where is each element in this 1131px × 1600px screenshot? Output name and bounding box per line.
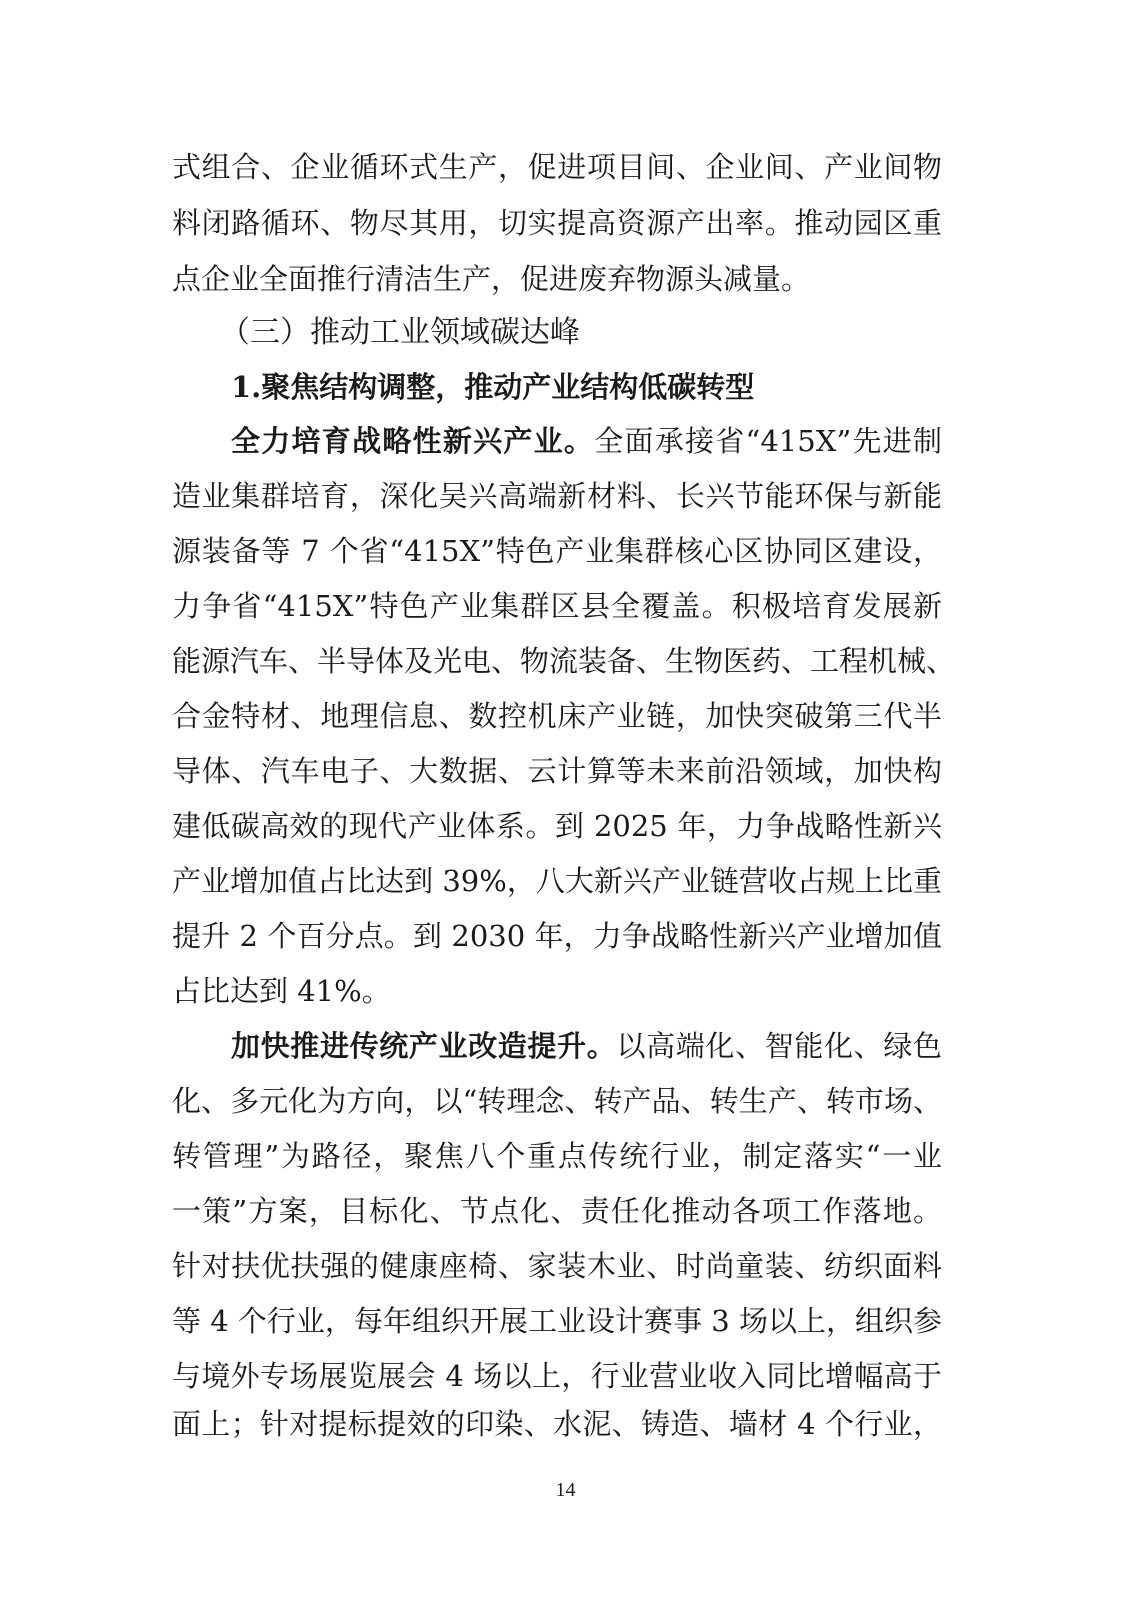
body-text-line: 造业集群培育，深化吴兴高端新材料、长兴节能环保与新能 xyxy=(172,479,942,513)
body-text-line: 占比达到 41%。 xyxy=(172,974,391,1008)
body-text-line: 能源汽车、半导体及光电、物流装备、生物医药、工程机械、 xyxy=(172,644,956,678)
body-text-line: 合金特材、地理信息、数控机床产业链，加快突破第三代半 xyxy=(172,699,942,733)
body-text-line: 面上；针对提标提效的印染、水泥、铸造、墙材 4 个行业， xyxy=(172,1407,942,1441)
paragraph-first-line-rest: 以高端化、智能化、绿色 xyxy=(616,1029,942,1063)
body-text-line: 提升 2 个百分点。到 2030 年，力争战略性新兴产业增加值 xyxy=(172,919,942,953)
body-text-line: 建低碳高效的现代产业体系。到 2025 年，力争战略性新兴 xyxy=(172,809,942,843)
body-text-line: 力争省“415X”特色产业集群区县全覆盖。积极培育发展新 xyxy=(172,589,942,623)
paragraph-first-line-rest: 全面承接省“415X”先进制 xyxy=(594,424,942,458)
body-text-line: 源装备等 7 个省“415X”特色产业集群核心区协同区建设， xyxy=(172,534,942,568)
paragraph-first-line xyxy=(231,421,942,461)
paragraph-lead: 加快推进传统产业改造提升。 xyxy=(231,1029,617,1063)
body-text-line: 导体、汽车电子、大数据、云计算等未来前沿领域，加快构 xyxy=(172,754,942,788)
body-text-line: 转管理”为路径，聚焦八个重点传统行业，制定落实“一业 xyxy=(172,1139,942,1173)
section-heading: （三）推动工业领域碳达峰 xyxy=(220,315,580,350)
body-text-line: 针对扶优扶强的健康座椅、家装木业、时尚童装、纺织面料 xyxy=(172,1249,942,1283)
body-text-line: 与境外专场展览展会 4 场以上，行业营业收入同比增幅高于 xyxy=(172,1359,942,1393)
body-text-line: 化、多元化为方向，以“转理念、转产品、转生产、转市场、 xyxy=(172,1084,942,1118)
paragraph-first-line xyxy=(231,1026,942,1066)
paragraph-lead: 全力培育战略性新兴产业。 xyxy=(231,424,595,458)
page-number: 14 xyxy=(555,1479,576,1501)
body-text-line: 产业增加值占比达到 39%，八大新兴产业链营收占规上比重 xyxy=(172,864,942,898)
body-text-line: 等 4 个行业，每年组织开展工业设计赛事 3 场以上，组织参 xyxy=(172,1304,942,1338)
subsection-heading: 1.聚焦结构调整，推动产业结构低碳转型 xyxy=(231,370,755,404)
body-text-line: 点企业全面推行清洁生产，促进废弃物源头减量。 xyxy=(172,262,811,296)
body-text-line: 料闭路循环、物尽其用，切实提高资源产出率。推动园区重 xyxy=(172,206,942,240)
body-text-line: 一策”方案，目标化、节点化、责任化推动各项工作落地。 xyxy=(172,1194,942,1228)
body-text-line: 式组合、企业循环式生产，促进项目间、企业间、产业间物 xyxy=(172,150,942,184)
